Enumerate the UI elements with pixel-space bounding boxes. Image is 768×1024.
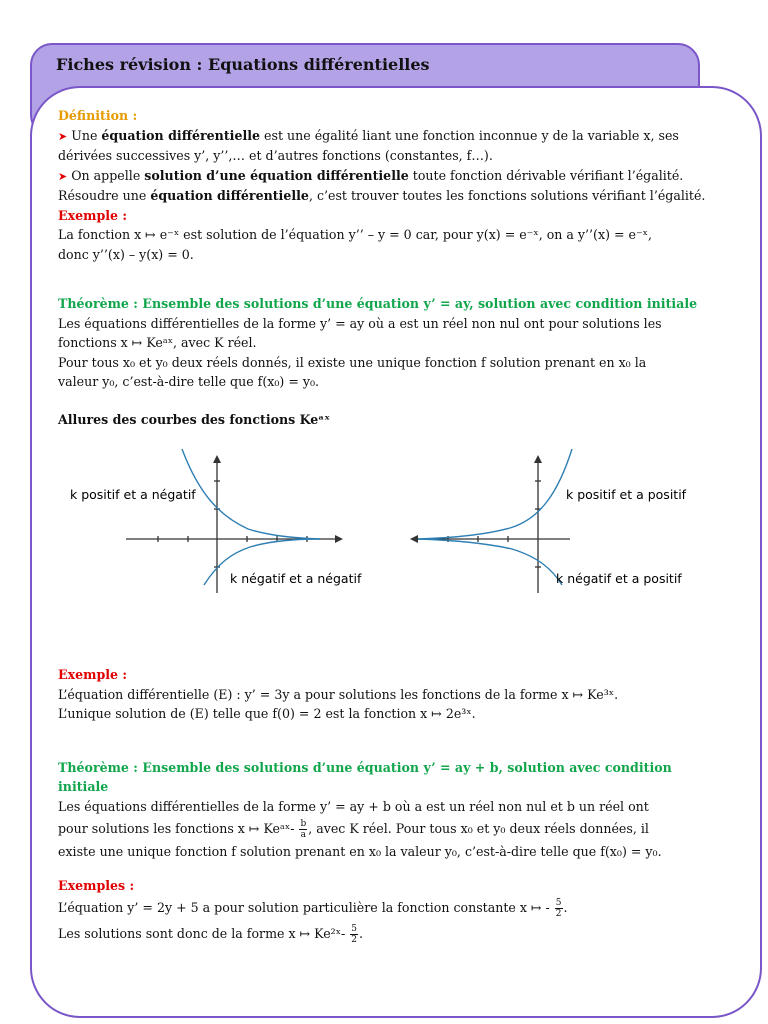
example-1-line-2: donc y’’(x) – y(x) = 0. [58,246,194,262]
left-y-arrow [213,455,221,463]
curve-k-negative-a-positive [418,539,562,585]
content [58,106,718,947]
theorem-1-line-4: valeur y₀, c’est-à-dire telle que f(x₀) = y₀. [58,374,320,389]
examples-3-line-2: Les solutions sont donc de la forme x ↦ Ke²ˣ- $\frac{5}{2}$ . [58,924,364,945]
curve-k-positive-a-positive [418,449,572,539]
arrow-bullet-icon: ➤ [58,129,68,143]
definition-heading: Définition : [58,108,138,123]
curve-k-positive-a-negative [182,449,320,539]
definition-bullet-2: ➤ On appelle solution d’une équation différentielle toute fonction dérivable vérifiant l’égalité. [58,167,684,183]
curves-heading: Allures des courbes des fonctions Keᵃˣ [58,411,331,427]
curves-figure [58,433,718,623]
theorem-1-line-1: Les équations différentielles de la forme y’ = ay où a est un réel non nul ont pour solutions les [58,315,662,331]
examples-3-heading: Exemples : [58,877,135,893]
right-x-arrow [410,535,418,543]
right-y-arrow [534,455,542,463]
label-k-positive-a-positive: k positif et a positif [566,487,687,502]
theorem-2-line-2: pour solutions les fonctions x ↦ Keᵃˣ- $\frac{b}{a}$ , avec K réel. Pour tous x₀ et y₀ deux réels données, il [58,819,649,840]
theorem-2-heading: Théorème : Ensemble des solutions d’une équation y’ = ay + b, solution avec condition initiale [58,759,672,794]
example-2-line-1: L’équation différentielle (E) : y’ = 3y a pour solutions les fonctions de la forme x ↦ Ke³ˣ. [58,686,619,702]
example-1-heading: Exemple : [58,207,128,223]
theorem-1-line-3: Pour tous x₀ et y₀ deux réels donnés, il existe une unique fonction f solution prenant en x₀ la [58,354,647,370]
label-k-negative-a-negative: k négatif et a négatif [230,571,362,586]
label-k-positive-a-negative: k positif et a négatif [70,487,196,502]
examples-3-line-1: L’équation y’ = 2y + 5 a pour solution particulière la fonction constante x ↦ - $\frac{5}{2}$ . [58,898,568,919]
label-k-negative-a-positive: k négatif et a positif [556,571,682,586]
theorem-2-line-1: Les équations différentielles de la forme y’ = ay + b où a est un réel non nul et b un réel ont [58,798,649,814]
right-graph [410,455,570,593]
definition-line-3: Résoudre une équation différentielle, c’est trouver toutes les fonctions solutions vérifiant l’égalité. [58,188,706,203]
curves-svg [0,433,768,623]
example-1-line-1: La fonction x ↦ e⁻ˣ est solution de l’équation y’’ – y = 0 car, pour y(x) = e⁻ˣ, on a y’’(x) = e⁻ˣ, [58,227,652,242]
definition-bullet-1: ➤ Une équation différentielle est une égalité liant une fonction inconnue y de la variable x, ses [58,127,679,143]
fraction-5-over-2: $\frac{5}{2}$ [351,924,358,945]
fraction-b-over-a: $\frac{b}{a}$ [300,819,307,840]
example-2-line-2: L’unique solution de (E) telle que f(0) = 2 est la fonction x ↦ 2e³ˣ. [58,706,476,721]
fraction-5-over-2: $\frac{5}{2}$ [555,898,562,919]
page-title: Fiches révision : Equations différentielles [56,55,430,74]
theorem-1-heading: Théorème : Ensemble des solutions d’une équation y’ = ay, solution avec condition initiale [58,296,698,311]
theorem-2-line-3: existe une unique fonction f solution prenant en x₀ la valeur y₀, c’est-à-dire telle que f(x₀) = y₀. [58,844,662,859]
definition-bullet-1-line-2: dérivées successives y’, y’’,… et d’autres fonctions (constantes, f…). [58,148,493,163]
left-x-arrow [335,535,343,543]
arrow-bullet-icon: ➤ [58,169,68,183]
example-2-heading: Exemple : [58,667,128,682]
theorem-1-line-2: fonctions x ↦ Keᵃˣ, avec K réel. [58,335,257,350]
